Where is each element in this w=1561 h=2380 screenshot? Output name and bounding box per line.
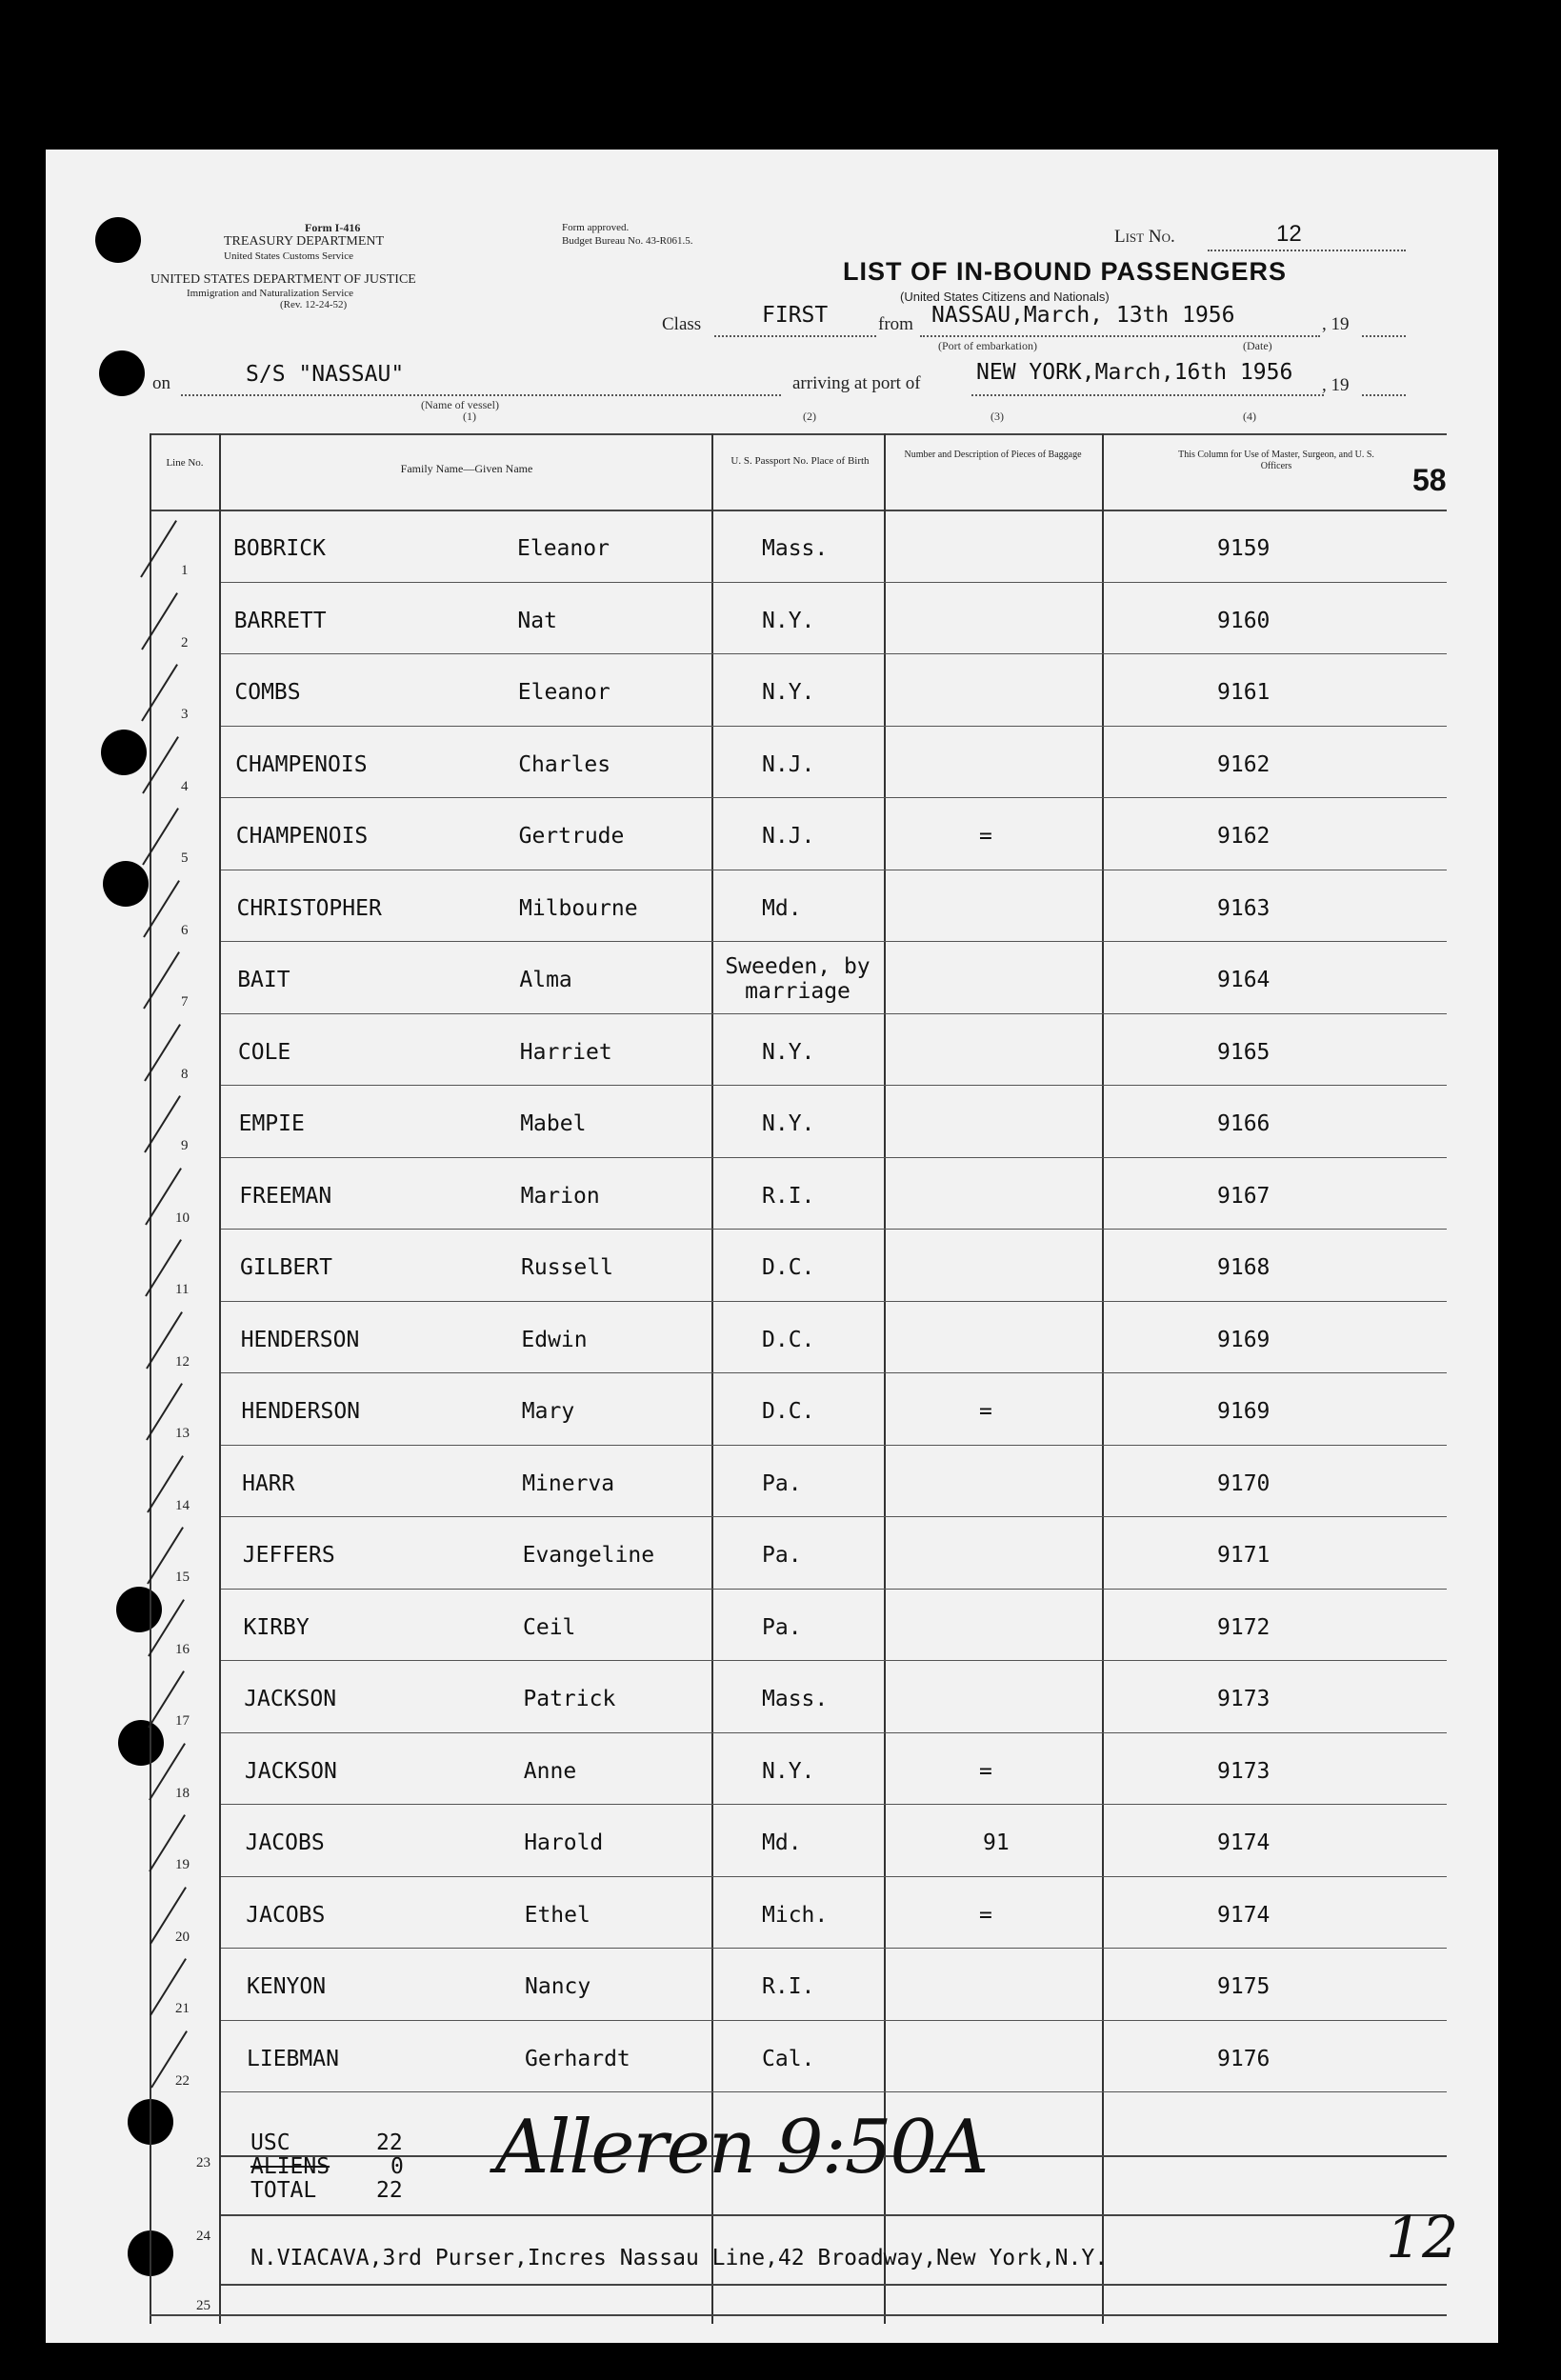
birth-place: Pa. xyxy=(762,1614,802,1640)
given-name: Russell xyxy=(521,1255,613,1280)
officer-number: 9160 xyxy=(1217,608,1271,633)
officer-number: 9169 xyxy=(1217,1327,1271,1352)
class-label: Class xyxy=(662,314,702,334)
officer-number: 9175 xyxy=(1217,1974,1271,1999)
row-separator xyxy=(221,1085,1447,1086)
line-number: 17 xyxy=(175,1713,190,1729)
officer-number: 9167 xyxy=(1217,1183,1271,1209)
col-number-4: (4) xyxy=(1243,410,1256,423)
birth-place: Pa. xyxy=(762,1543,802,1568)
officer-number: 9173 xyxy=(1217,1687,1271,1711)
family-name: LIEBMAN xyxy=(247,2046,339,2071)
officer-number: 9170 xyxy=(1217,1470,1271,1496)
officer-number: 9172 xyxy=(1217,1614,1271,1640)
col-number-1: (1) xyxy=(463,410,476,423)
header-line-no: Line No. xyxy=(166,457,204,469)
col-divider-name xyxy=(219,433,221,2324)
officer-number: 9171 xyxy=(1217,1543,1271,1568)
date-label: (Date) xyxy=(1243,339,1272,352)
birth-place: Md. xyxy=(762,1830,802,1855)
family-name: BARRETT xyxy=(233,608,327,633)
row-separator xyxy=(221,1445,1447,1446)
given-name: Gerhardt xyxy=(525,2046,630,2071)
from-label: from xyxy=(878,314,913,334)
line-number: 16 xyxy=(175,1641,190,1657)
birth-place: N.Y. xyxy=(762,1758,815,1784)
class-line xyxy=(714,335,876,337)
from-value: NASSAU,March, 13th 1956 xyxy=(931,303,1235,328)
list-no-line xyxy=(1208,250,1406,251)
class-value: FIRST xyxy=(762,303,829,328)
given-name: Evangeline xyxy=(522,1543,655,1568)
officer-number: 9159 xyxy=(1217,536,1271,561)
year-suffix: , 19 xyxy=(1322,375,1350,395)
given-name: Anne xyxy=(523,1758,577,1784)
punch-hole xyxy=(116,1587,162,1632)
birth-place: R.I. xyxy=(762,1974,815,1999)
line-number: 14 xyxy=(175,1497,190,1513)
given-name: Milbourne xyxy=(519,895,638,921)
line-number: 4 xyxy=(181,778,189,794)
header-baggage: Number and Description of Pieces of Baggage xyxy=(904,450,1082,460)
birth-place: Mich. xyxy=(762,1902,829,1928)
family-name: CHRISTOPHER xyxy=(236,895,382,921)
birth-place: Mass. xyxy=(762,536,829,561)
margin-note: 12 xyxy=(1386,2205,1459,2271)
family-name: JACKSON xyxy=(244,1687,337,1711)
given-name: Nancy xyxy=(525,1974,591,1999)
row-separator xyxy=(221,582,1447,583)
arriving-label: arriving at port of xyxy=(792,373,921,393)
birth-place: Sweeden, by marriage xyxy=(725,954,871,1004)
baggage: = xyxy=(979,1399,992,1424)
birth-place: N.J. xyxy=(762,751,815,777)
col-number-3: (3) xyxy=(991,410,1004,423)
family-name: COLE xyxy=(237,1039,291,1065)
table-left-border xyxy=(150,433,151,2324)
revision-label: (Rev. 12-24-52) xyxy=(280,299,348,310)
line-number: 5 xyxy=(181,850,189,866)
given-name: Patrick xyxy=(523,1687,616,1711)
aliens-count: 0 xyxy=(390,2154,404,2179)
approved-label: Form approved. xyxy=(562,222,630,233)
birth-place: D.C. xyxy=(762,1327,815,1352)
row-separator xyxy=(221,941,1447,942)
row-separator xyxy=(221,1013,1447,1014)
punch-hole xyxy=(99,350,145,396)
family-name: HENDERSON xyxy=(240,1327,360,1352)
handwritten-annotation: Alleren 9:50A xyxy=(495,2105,988,2190)
manifest-sheet xyxy=(46,150,1498,2343)
row-separator xyxy=(221,1804,1447,1805)
line-number: 19 xyxy=(175,1857,190,1872)
header-name: Family Name—Given Name xyxy=(400,462,533,475)
line-number: 10 xyxy=(175,1210,190,1226)
row-separator xyxy=(221,653,1447,654)
line-number: 13 xyxy=(175,1426,190,1441)
row-separator xyxy=(221,797,1447,798)
family-name: COMBS xyxy=(234,680,301,705)
row-separator xyxy=(221,1157,1447,1158)
document-title: LIST OF IN-BOUND PASSENGERS xyxy=(843,257,1288,286)
birth-place: R.I. xyxy=(762,1183,815,1209)
birth-place: N.Y. xyxy=(762,608,815,633)
officer-number: 9176 xyxy=(1217,2046,1271,2071)
officer-number: 9166 xyxy=(1217,1111,1271,1136)
given-name: Mabel xyxy=(520,1111,587,1136)
line-number: 3 xyxy=(181,707,189,722)
page-number: 58 xyxy=(1412,463,1447,497)
line-number: 7 xyxy=(181,994,189,1010)
given-name: Marion xyxy=(520,1183,600,1209)
birth-place: D.C. xyxy=(762,1255,815,1280)
from-line xyxy=(920,335,1320,337)
total-label: TOTAL xyxy=(250,2178,317,2203)
family-name: CHAMPENOIS xyxy=(235,751,368,777)
ins-label: Immigration and Naturalization Service xyxy=(187,288,354,299)
row-separator xyxy=(221,1301,1447,1302)
line-number: 12 xyxy=(175,1353,190,1370)
family-name: CHAMPENOIS xyxy=(235,824,369,849)
form-number: Form I-416 xyxy=(305,221,361,234)
row-separator xyxy=(221,1876,1447,1877)
baggage: 91 xyxy=(983,1830,1010,1855)
header-passport: U. S. Passport No. Place of Birth xyxy=(730,455,870,467)
given-name: Nat xyxy=(517,608,557,633)
vessel-line xyxy=(181,394,781,396)
row-separator xyxy=(221,1732,1447,1733)
punch-hole xyxy=(101,730,147,775)
on-label: on xyxy=(152,373,170,393)
birth-place: Pa. xyxy=(762,1470,802,1496)
family-name: JACKSON xyxy=(244,1758,337,1784)
officer-number: 9173 xyxy=(1217,1758,1271,1784)
vessel-name: S/S "NASSAU" xyxy=(246,362,405,387)
col-number-2: (2) xyxy=(803,410,816,423)
port-embarkation-label: (Port of embarkation) xyxy=(938,339,1037,352)
officer-number: 9174 xyxy=(1217,1902,1271,1928)
col-divider-baggage xyxy=(884,433,886,2324)
birth-place: Cal. xyxy=(762,2046,815,2071)
family-name: HENDERSON xyxy=(241,1399,361,1424)
baggage: = xyxy=(979,824,992,849)
officer-number: 9161 xyxy=(1217,680,1271,705)
officer-number: 9169 xyxy=(1217,1399,1271,1424)
given-name: Harold xyxy=(524,1830,604,1855)
punch-hole xyxy=(95,217,141,263)
table-top-border xyxy=(150,433,1447,435)
row-separator xyxy=(221,2214,1447,2216)
officer-number: 9163 xyxy=(1217,895,1271,921)
punch-hole xyxy=(103,861,149,907)
given-name: Gertrude xyxy=(518,824,625,849)
family-name: KIRBY xyxy=(243,1614,310,1640)
justice-label: UNITED STATES DEPARTMENT OF JUSTICE xyxy=(150,272,416,287)
table-header-border xyxy=(150,510,1447,511)
baggage: = xyxy=(979,1758,992,1784)
document-subtitle: (United States Citizens and Nationals) xyxy=(900,290,1110,304)
col-divider-passport xyxy=(711,433,713,2324)
row-separator xyxy=(221,1372,1447,1373)
birth-place: N.J. xyxy=(762,824,815,849)
line-number: 25 xyxy=(196,2298,210,2313)
given-name: Charles xyxy=(518,751,611,777)
officer-number: 9162 xyxy=(1217,824,1271,849)
usc-count: 22 xyxy=(376,2130,403,2155)
table-bottom-border xyxy=(150,2314,1447,2316)
given-name: Ceil xyxy=(523,1614,576,1640)
row-separator xyxy=(221,1516,1447,1517)
year-line xyxy=(1362,335,1406,337)
family-name: EMPIE xyxy=(238,1111,305,1136)
row-separator xyxy=(221,1589,1447,1590)
aliens-label: ALIENS xyxy=(250,2154,330,2179)
line-number: 6 xyxy=(181,922,189,938)
officer-number: 9165 xyxy=(1217,1039,1271,1065)
officer-number: 9168 xyxy=(1217,1255,1271,1280)
budget-label: Budget Bureau No. 43-R061.5. xyxy=(562,235,693,247)
given-name: Minerva xyxy=(522,1470,615,1496)
line-number: 21 xyxy=(175,2001,190,2016)
row-separator xyxy=(221,2020,1447,2021)
row-separator xyxy=(221,1229,1447,1230)
officer-number: 9164 xyxy=(1217,968,1271,992)
list-no-value: 12 xyxy=(1276,221,1302,247)
total-count: 22 xyxy=(376,2178,403,2203)
punch-hole xyxy=(118,1720,164,1766)
line-number: 9 xyxy=(181,1138,189,1153)
purser-signature: N.VIACAVA,3rd Purser,Incres Nassau Line,42 Broadway,New York,N.Y. xyxy=(250,2246,1109,2270)
family-name: GILBERT xyxy=(240,1255,332,1280)
vessel-name-label: (Name of vessel) xyxy=(421,398,499,411)
line-number: 1 xyxy=(181,563,189,578)
given-name: Edwin xyxy=(521,1327,588,1352)
officer-number: 9162 xyxy=(1217,751,1271,777)
given-name: Harriet xyxy=(519,1039,612,1065)
arriving-value: NEW YORK,March,16th 1956 xyxy=(976,360,1293,385)
header-officers: This Column for Use of Master, Surgeon, and U. S. Officers xyxy=(1178,450,1374,471)
given-name: Mary xyxy=(521,1399,575,1424)
given-name: Alma xyxy=(519,968,572,992)
treasury-label: TREASURY DEPARTMENT xyxy=(224,234,385,249)
row-separator xyxy=(221,726,1447,727)
line-number: 23 xyxy=(196,2155,210,2170)
family-name: KENYON xyxy=(247,1974,327,1999)
birth-place: N.Y. xyxy=(762,680,815,705)
line-number: 11 xyxy=(175,1282,190,1297)
line-number: 8 xyxy=(181,1066,189,1082)
year-line xyxy=(1362,394,1406,396)
row-separator xyxy=(221,1948,1447,1949)
family-name: FREEMAN xyxy=(239,1183,332,1209)
birth-place: N.Y. xyxy=(762,1111,815,1136)
list-no-label: List No. xyxy=(1114,227,1175,247)
given-name: Eleanor xyxy=(517,680,610,705)
birth-place: D.C. xyxy=(762,1399,815,1424)
given-name: Eleanor xyxy=(517,536,610,561)
line-number: 22 xyxy=(175,2072,190,2089)
line-number: 2 xyxy=(181,634,189,650)
row-separator xyxy=(221,2091,1447,2092)
family-name: JEFFERS xyxy=(242,1543,335,1568)
row-separator xyxy=(221,2284,1447,2286)
family-name: BAIT xyxy=(237,968,290,992)
arriving-line xyxy=(971,394,1324,396)
customs-label: United States Customs Service xyxy=(224,250,353,262)
family-name: BOBRICK xyxy=(233,536,326,561)
birth-place: N.Y. xyxy=(762,1039,815,1065)
usc-label: USC xyxy=(250,2130,290,2155)
row-separator xyxy=(221,1660,1447,1661)
family-name: HARR xyxy=(242,1470,295,1496)
officer-number: 9174 xyxy=(1217,1830,1271,1855)
baggage: = xyxy=(979,1902,992,1928)
col-divider-officers xyxy=(1102,433,1104,2324)
line-number: 18 xyxy=(175,1785,190,1801)
birth-place: Md. xyxy=(762,895,802,921)
given-name: Ethel xyxy=(524,1902,590,1928)
line-number: 15 xyxy=(175,1570,190,1585)
family-name: JACOBS xyxy=(246,1902,326,1928)
year-suffix: , 19 xyxy=(1322,314,1350,334)
family-name: JACOBS xyxy=(245,1830,325,1855)
birth-place: Mass. xyxy=(762,1687,829,1711)
line-number: 20 xyxy=(175,1929,190,1945)
line-number: 24 xyxy=(196,2229,210,2244)
